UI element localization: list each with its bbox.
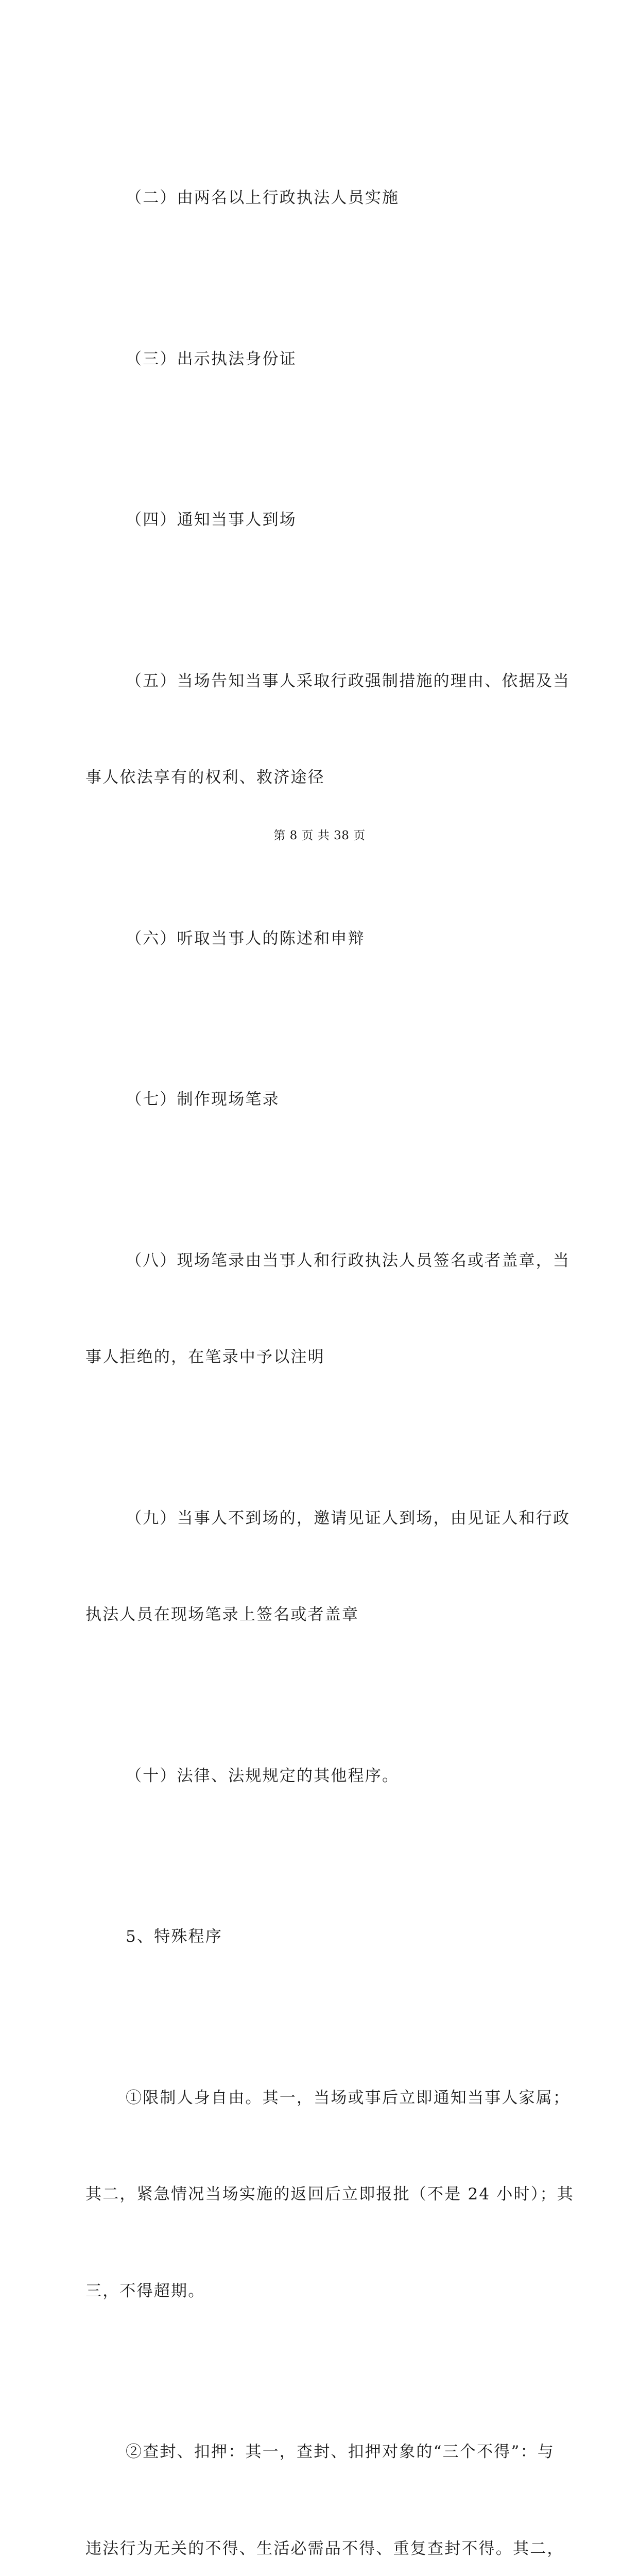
text-line: 其二，紧急情况当场实施的返回后立即报批（不是 24 小时）；其 <box>85 2185 574 2204</box>
paragraph-item-3 <box>85 279 559 440</box>
text-line: （五）当场告知当事人采取行政强制措施的理由、依据及当 <box>126 671 571 690</box>
text-line: 事人依法享有的权利、救济途径 <box>85 768 325 787</box>
text-line: （九）当事人不到场的，邀请见证人到场，由见证人和行政 <box>126 1509 571 1528</box>
text-line: （四）通知当事人到场 <box>126 511 297 529</box>
text-line: （十）法律、法规规定的其他程序。 <box>126 1766 400 1785</box>
text-line: （六）听取当事人的陈述和申辩 <box>126 929 365 948</box>
text-line: ①限制人身自由。其一，当场或事后立即通知当事人家属； <box>126 2088 571 2107</box>
paragraph-seizure <box>85 2371 564 2576</box>
paragraph-item-8 <box>85 1180 571 1438</box>
text-line: 违法行为无关的不得、生活必需品不得、重复查封不得。其二， <box>85 2539 564 2558</box>
paragraph-item-10 <box>85 1696 559 1857</box>
paragraph-item-9 <box>85 1438 571 1696</box>
paragraph-item-2 <box>85 117 559 279</box>
paragraph-item-7 <box>85 1019 559 1180</box>
text-line: 三，不得超期。 <box>85 2281 205 2300</box>
document-body <box>85 117 574 2576</box>
text-line: （二）由两名以上行政执法人员实施 <box>126 189 400 207</box>
text-line: （三）出示执法身份证 <box>126 349 297 368</box>
text-line: ②查封、扣押：其一，查封、扣押对象的“三个不得”：与 <box>126 2443 555 2461</box>
section-heading <box>85 1856 559 2018</box>
paragraph-item-4 <box>85 439 559 601</box>
page-footer: 第 8 页 共 38 页 <box>273 829 366 842</box>
text-line: 执法人员在现场笔录上签名或者盖章 <box>85 1605 359 1624</box>
paragraph-item-5 <box>85 601 571 858</box>
text-line: （八）现场笔录由当事人和行政执法人员签名或者盖章，当 <box>126 1251 571 1270</box>
paragraph-restrict-freedom <box>85 2018 574 2372</box>
text-line: （七）制作现场笔录 <box>126 1090 280 1109</box>
paragraph-item-6 <box>85 858 559 1020</box>
text-line: 5、特殊程序 <box>126 1927 222 1946</box>
text-line: 事人拒绝的，在笔录中予以注明 <box>85 1348 325 1366</box>
